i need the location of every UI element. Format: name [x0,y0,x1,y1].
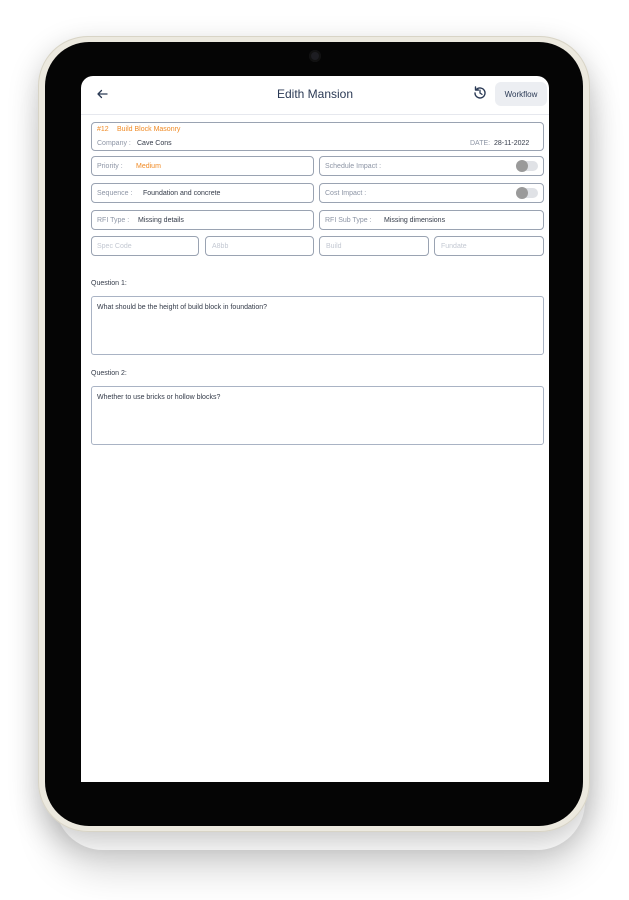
rfi-subtype-value: Missing dimensions [384,217,446,224]
priority-field[interactable] [91,156,314,176]
schedule-impact-field [319,156,544,176]
cost-impact-label: Cost Impact : [325,190,367,197]
rfi-type-value: Missing details [138,217,184,224]
spec-code-input[interactable] [91,236,199,256]
sequence-label: Sequence : [97,190,133,197]
page-title: Edith Mansion [276,87,354,101]
cost-impact-toggle[interactable] [516,188,538,198]
question-1-text: What should be the height of build block in foundation? [97,304,268,311]
rfi-name: Build Block Masonry [117,126,181,133]
question-2-textarea[interactable] [91,386,544,445]
priority-value: Medium [136,163,161,170]
company-value: Cave Cons [137,140,172,147]
back-arrow-icon[interactable] [95,87,109,101]
top-bar [81,76,549,115]
cost-impact-field [319,183,544,203]
spec-code-placeholder: Spec Code [97,243,132,250]
app-screen [81,76,549,782]
schedule-impact-toggle[interactable] [516,161,538,171]
question-1-textarea[interactable] [91,296,544,355]
rfi-header-card [91,122,544,151]
sequence-field[interactable] [91,183,314,203]
sequence-value: Foundation and concrete [143,190,221,197]
rfi-subtype-field[interactable] [319,210,544,230]
date-label: DATE: [470,140,491,147]
schedule-impact-label: Schedule Impact : [325,163,382,170]
a8bb-input[interactable] [205,236,314,256]
rfi-subtype-label: RFI Sub Type : [325,217,372,224]
fundate-placeholder: Fundate [441,243,467,250]
question-2-label: Question 2: [91,370,127,377]
rfi-type-label: RFI Type : [97,217,130,224]
workflow-button[interactable]: Workflow [495,82,547,106]
a8bb-placeholder: A8bb [212,243,229,250]
rfi-type-field[interactable] [91,210,314,230]
date-value: 28-11-2022 [494,140,530,147]
history-icon[interactable] [471,84,489,102]
build-placeholder: Build [326,243,342,250]
priority-label: Priority : [97,163,123,170]
question-2-text: Whether to use bricks or hollow blocks? [97,394,221,401]
rfi-number: #12 [97,126,109,133]
question-1-label: Question 1: [91,280,127,287]
build-input[interactable] [319,236,429,256]
camera [309,50,321,62]
company-label: Company : [97,140,131,147]
fundate-input[interactable] [434,236,544,256]
